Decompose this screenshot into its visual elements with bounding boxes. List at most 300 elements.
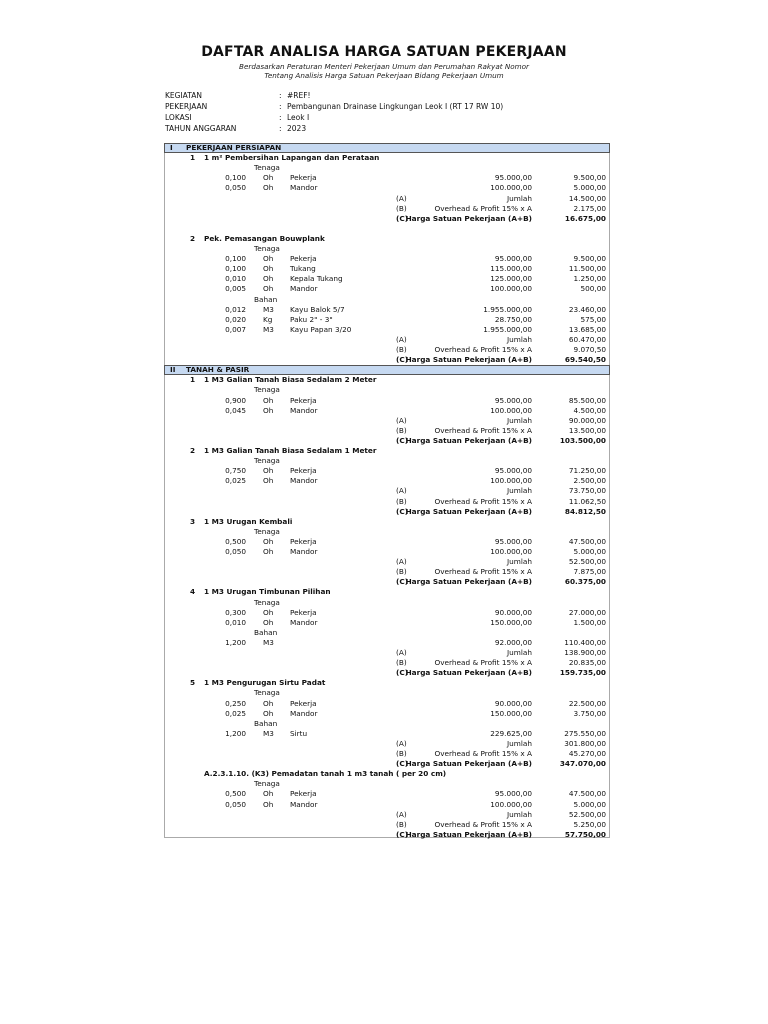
amount: 575,00 bbox=[580, 314, 606, 324]
unit: Oh bbox=[263, 264, 274, 274]
resource-row bbox=[0, 466, 768, 476]
total-value: 69.540,50 bbox=[564, 355, 606, 365]
total-key: (B) bbox=[396, 425, 407, 435]
info-separator: : bbox=[279, 113, 282, 122]
total-value: 13.500,00 bbox=[568, 425, 606, 435]
total-label: Harga Satuan Pekerjaan (A+B) bbox=[405, 759, 532, 769]
total-value: 159.735,00 bbox=[559, 668, 606, 678]
resource-group-label bbox=[0, 719, 768, 729]
resource-name: Kayu Balok 5/7 bbox=[290, 304, 345, 314]
total-label: Harga Satuan Pekerjaan (A+B) bbox=[405, 829, 532, 839]
amount: 71.250,00 bbox=[568, 466, 606, 476]
resource-name: Mandor bbox=[290, 799, 318, 809]
total-label: Overhead & Profit 15% x A bbox=[434, 819, 532, 829]
item-number: 2 bbox=[190, 446, 196, 455]
total-label: Overhead & Profit 15% x A bbox=[434, 496, 532, 506]
resource-row bbox=[0, 476, 768, 486]
total-label: Jumlah bbox=[506, 193, 532, 203]
amount: 13.685,00 bbox=[568, 324, 606, 334]
resource-name: Sirtu bbox=[290, 728, 308, 738]
total-key: (B) bbox=[396, 203, 407, 213]
total-value: 5.250,00 bbox=[573, 819, 606, 829]
unit-price: 1.955.000,00 bbox=[483, 304, 532, 314]
unit-price: 100.000,00 bbox=[490, 799, 532, 809]
resource-group-label bbox=[0, 779, 768, 789]
section-header bbox=[0, 143, 768, 153]
resource-group-label bbox=[0, 527, 768, 537]
total-value: 11.062,50 bbox=[568, 496, 606, 506]
amount: 47.500,00 bbox=[568, 536, 606, 546]
resource-name: Pekerja bbox=[290, 173, 317, 183]
subtotal-row bbox=[0, 497, 768, 507]
subtotal-row bbox=[0, 416, 768, 426]
unit-price: 95.000,00 bbox=[494, 395, 532, 405]
resource-row bbox=[0, 547, 768, 557]
resource-group-label bbox=[0, 688, 768, 698]
resource-row bbox=[0, 709, 768, 719]
resource-group-label bbox=[0, 598, 768, 608]
total-value: 2.175,00 bbox=[573, 203, 606, 213]
amount: 110.400,00 bbox=[564, 637, 606, 647]
item-number: 5 bbox=[190, 678, 196, 688]
total-label: Overhead & Profit 15% x A bbox=[434, 567, 532, 577]
section-number: II bbox=[170, 365, 176, 375]
item-title: A.2.3.1.10. (K3) Pemadatan tanah 1 m3 tanah ( per 20 cm) bbox=[204, 769, 447, 779]
resource-row bbox=[0, 406, 768, 416]
coefficient: 0,500 bbox=[225, 536, 246, 546]
work-item-title bbox=[0, 375, 768, 385]
unit: Oh bbox=[263, 607, 274, 617]
resource-row bbox=[0, 396, 768, 406]
coefficient: 0,010 bbox=[225, 274, 246, 284]
unit-price-total-row bbox=[0, 355, 768, 365]
total-key: (A) bbox=[396, 415, 407, 425]
amount: 9.500,00 bbox=[573, 254, 606, 264]
total-key: (B) bbox=[396, 496, 407, 506]
unit-price: 150.000,00 bbox=[490, 708, 532, 718]
amount: 85.500,00 bbox=[568, 395, 606, 405]
coefficient: 0,050 bbox=[225, 547, 246, 556]
item-number: 4 bbox=[190, 587, 196, 597]
total-value: 9.070,50 bbox=[573, 345, 606, 354]
unit: Oh bbox=[263, 395, 274, 405]
total-key: (C) bbox=[396, 759, 409, 769]
info-separator: : bbox=[279, 102, 282, 111]
resource-row bbox=[0, 173, 768, 183]
unit-price: 28.750,00 bbox=[494, 314, 532, 324]
unit-price: 95.000,00 bbox=[494, 466, 532, 476]
total-value: 7.875,00 bbox=[573, 567, 606, 577]
subtotal-row bbox=[0, 749, 768, 759]
unit-price: 100.000,00 bbox=[490, 405, 532, 415]
item-number: 2 bbox=[190, 233, 196, 243]
total-label: Jumlah bbox=[506, 557, 532, 567]
resource-name: Mandor bbox=[290, 708, 318, 718]
amount: 5.000,00 bbox=[573, 183, 606, 193]
info-value: #REF! bbox=[287, 91, 311, 100]
item-title: 1 M3 Galian Tanah Biasa Sedalam 1 Meter bbox=[204, 446, 377, 455]
total-key: (C) bbox=[396, 577, 409, 587]
coefficient: 0,750 bbox=[225, 466, 246, 476]
page-title: DAFTAR ANALISA HARGA SATUAN PEKERJAAN bbox=[201, 44, 567, 60]
total-label: Harga Satuan Pekerjaan (A+B) bbox=[405, 435, 532, 445]
work-item-title bbox=[0, 234, 768, 244]
unit: Oh bbox=[263, 274, 274, 284]
total-label: Overhead & Profit 15% x A bbox=[434, 749, 532, 758]
unit: M3 bbox=[263, 304, 274, 314]
resource-row bbox=[0, 618, 768, 628]
group-label: Tenaga bbox=[254, 385, 280, 395]
coefficient: 0,250 bbox=[225, 698, 246, 708]
unit-price: 100.000,00 bbox=[490, 547, 532, 556]
total-key: (C) bbox=[396, 435, 409, 445]
subtotal-row bbox=[0, 557, 768, 567]
resource-name: Mandor bbox=[290, 284, 318, 294]
resource-row bbox=[0, 315, 768, 325]
amount: 275.550,00 bbox=[564, 728, 606, 738]
amount: 47.500,00 bbox=[568, 789, 606, 799]
subtotal-row bbox=[0, 486, 768, 496]
unit: Oh bbox=[263, 476, 274, 486]
group-label: Tenaga bbox=[254, 597, 280, 607]
resource-row bbox=[0, 264, 768, 274]
resource-row bbox=[0, 254, 768, 264]
group-label: Bahan bbox=[254, 718, 278, 728]
unit-price-total-row bbox=[0, 830, 768, 840]
resource-name: Pekerja bbox=[290, 254, 317, 264]
amount: 27.000,00 bbox=[568, 607, 606, 617]
group-label: Tenaga bbox=[254, 163, 280, 173]
coefficient: 0,012 bbox=[225, 304, 246, 314]
total-value: 301.800,00 bbox=[564, 738, 606, 748]
unit-price: 229.625,00 bbox=[490, 728, 532, 738]
coefficient: 0,025 bbox=[225, 708, 246, 718]
resource-name: Mandor bbox=[290, 547, 318, 556]
unit: Kg bbox=[263, 314, 273, 324]
subtotal-row bbox=[0, 739, 768, 749]
amount: 1.250,00 bbox=[573, 274, 606, 284]
resource-name: Tukang bbox=[290, 264, 316, 274]
amount: 3.750,00 bbox=[573, 708, 606, 718]
item-title: 1 M3 Pengurugan Sirtu Padat bbox=[204, 678, 326, 688]
item-number: 1 bbox=[190, 375, 196, 385]
total-key: (C) bbox=[396, 829, 409, 839]
unit: Oh bbox=[263, 173, 274, 183]
total-value: 73.750,00 bbox=[568, 486, 606, 496]
item-number: 3 bbox=[190, 516, 196, 526]
unit: M3 bbox=[263, 637, 274, 647]
work-item-title bbox=[0, 517, 768, 527]
resource-row bbox=[0, 789, 768, 799]
resource-row bbox=[0, 638, 768, 648]
total-key: (A) bbox=[396, 486, 407, 496]
work-item-title bbox=[0, 446, 768, 456]
unit: Oh bbox=[263, 799, 274, 809]
unit: Oh bbox=[263, 547, 274, 556]
subtotal-row bbox=[0, 335, 768, 345]
total-value: 16.675,00 bbox=[564, 213, 606, 223]
subtotal-row bbox=[0, 345, 768, 355]
unit-price: 1.955.000,00 bbox=[483, 324, 532, 334]
coefficient: 1,200 bbox=[225, 637, 246, 647]
item-number: 1 bbox=[190, 153, 196, 163]
total-key: (B) bbox=[396, 345, 407, 354]
total-value: 45.270,00 bbox=[568, 749, 606, 758]
section-title: TANAH & PASIR bbox=[186, 365, 250, 375]
resource-row bbox=[0, 325, 768, 335]
info-label: PEKERJAAN bbox=[165, 102, 208, 111]
resource-row bbox=[0, 537, 768, 547]
info-separator: : bbox=[279, 91, 282, 100]
item-title: 1 M3 Urugan Timbunan Pilihan bbox=[204, 587, 331, 597]
subtotal-row bbox=[0, 648, 768, 658]
resource-name: Kepala Tukang bbox=[290, 274, 343, 284]
section-header bbox=[0, 365, 768, 375]
resource-row bbox=[0, 274, 768, 284]
total-label: Jumlah bbox=[506, 809, 532, 819]
unit: Oh bbox=[263, 466, 274, 476]
unit: Oh bbox=[263, 405, 274, 415]
coefficient: 0,100 bbox=[225, 264, 246, 274]
item-title: 1 m² Pembersihan Lapangan dan Perataan bbox=[204, 153, 380, 163]
amount: 1.500,00 bbox=[573, 617, 606, 627]
unit-price: 100.000,00 bbox=[490, 284, 532, 294]
group-label: Tenaga bbox=[254, 688, 280, 698]
unit: Oh bbox=[263, 708, 274, 718]
work-item-title bbox=[0, 153, 768, 163]
group-label: Tenaga bbox=[254, 526, 280, 536]
total-key: (B) bbox=[396, 658, 407, 668]
resource-group-label bbox=[0, 244, 768, 254]
total-label: Overhead & Profit 15% x A bbox=[434, 658, 532, 668]
total-key: (A) bbox=[396, 738, 407, 748]
coefficient: 0,025 bbox=[225, 476, 246, 486]
subtotal-row bbox=[0, 810, 768, 820]
unit: Oh bbox=[263, 617, 274, 627]
resource-name: Paku 2" - 3" bbox=[290, 314, 333, 324]
total-label: Harga Satuan Pekerjaan (A+B) bbox=[405, 355, 532, 365]
amount: 5.000,00 bbox=[573, 799, 606, 809]
total-value: 20.835,00 bbox=[568, 658, 606, 668]
group-label: Tenaga bbox=[254, 244, 280, 253]
amount: 2.500,00 bbox=[573, 476, 606, 486]
total-key: (C) bbox=[396, 213, 409, 223]
amount: 4.500,00 bbox=[573, 405, 606, 415]
subtotal-row bbox=[0, 567, 768, 577]
coefficient: 0,100 bbox=[225, 254, 246, 264]
item-title: Pek. Pemasangan Bouwplank bbox=[204, 233, 325, 243]
resource-row bbox=[0, 800, 768, 810]
subtotal-row bbox=[0, 658, 768, 668]
unit-price-total-row bbox=[0, 436, 768, 446]
info-label: KEGIATAN bbox=[165, 91, 202, 100]
amount: 23.460,00 bbox=[568, 304, 606, 314]
total-value: 60.375,00 bbox=[564, 577, 606, 587]
unit: M3 bbox=[263, 324, 274, 334]
total-key: (A) bbox=[396, 193, 407, 203]
unit: Oh bbox=[263, 698, 274, 708]
section-number: I bbox=[170, 143, 173, 152]
resource-row bbox=[0, 183, 768, 193]
total-label: Harga Satuan Pekerjaan (A+B) bbox=[405, 577, 532, 587]
total-label: Jumlah bbox=[506, 486, 532, 496]
unit: Oh bbox=[263, 254, 274, 264]
unit: Oh bbox=[263, 284, 274, 294]
total-value: 52.500,00 bbox=[568, 557, 606, 567]
amount: 22.500,00 bbox=[568, 698, 606, 708]
coefficient: 0,005 bbox=[225, 284, 246, 294]
unit-price: 95.000,00 bbox=[494, 173, 532, 183]
unit: Oh bbox=[263, 183, 274, 193]
info-label: LOKASI bbox=[165, 113, 192, 122]
work-item-title bbox=[0, 587, 768, 597]
subtotal-row bbox=[0, 204, 768, 214]
total-key: (B) bbox=[396, 567, 407, 577]
total-label: Harga Satuan Pekerjaan (A+B) bbox=[405, 506, 532, 516]
resource-row bbox=[0, 699, 768, 709]
resource-group-label bbox=[0, 628, 768, 638]
resource-row bbox=[0, 284, 768, 294]
work-item-title bbox=[0, 769, 768, 779]
resource-group-label bbox=[0, 163, 768, 173]
resource-name: Pekerja bbox=[290, 536, 317, 546]
section-title: PEKERJAAN PERSIAPAN bbox=[186, 143, 282, 152]
unit-price: 100.000,00 bbox=[490, 183, 532, 193]
coefficient: 0,900 bbox=[225, 395, 246, 405]
group-label: Tenaga bbox=[254, 779, 280, 789]
total-value: 347.070,00 bbox=[559, 759, 606, 769]
total-value: 90.000,00 bbox=[568, 415, 606, 425]
unit-price: 115.000,00 bbox=[490, 264, 532, 274]
total-label: Jumlah bbox=[506, 334, 532, 344]
subtotal-row bbox=[0, 820, 768, 830]
amount: 11.500,00 bbox=[568, 264, 606, 274]
coefficient: 0,100 bbox=[225, 173, 246, 183]
total-value: 57.750,00 bbox=[564, 829, 606, 839]
item-title: 1 M3 Urugan Kembali bbox=[204, 516, 293, 526]
info-separator: : bbox=[279, 124, 282, 133]
resource-group-label bbox=[0, 385, 768, 395]
info-label: TAHUN ANGGARAN bbox=[165, 124, 237, 133]
resource-name: Pekerja bbox=[290, 395, 317, 405]
total-key: (C) bbox=[396, 355, 409, 365]
group-label: Bahan bbox=[254, 294, 278, 304]
unit: M3 bbox=[263, 728, 274, 738]
total-label: Harga Satuan Pekerjaan (A+B) bbox=[405, 213, 532, 223]
unit-price-total-row bbox=[0, 577, 768, 587]
total-value: 84.812,50 bbox=[564, 506, 606, 516]
total-label: Overhead & Profit 15% x A bbox=[434, 425, 532, 435]
work-item-title bbox=[0, 678, 768, 688]
coefficient: 0,020 bbox=[225, 314, 246, 324]
resource-name: Mandor bbox=[290, 476, 318, 486]
resource-name: Mandor bbox=[290, 405, 318, 415]
total-value: 103.500,00 bbox=[559, 435, 606, 445]
subtotal-row bbox=[0, 194, 768, 204]
coefficient: 0,010 bbox=[225, 617, 246, 627]
total-label: Overhead & Profit 15% x A bbox=[434, 345, 532, 354]
total-value: 60.470,00 bbox=[568, 334, 606, 344]
unit-price: 100.000,00 bbox=[490, 476, 532, 486]
unit-price: 92.000,00 bbox=[494, 637, 532, 647]
resource-name: Mandor bbox=[290, 617, 318, 627]
coefficient: 0,007 bbox=[225, 324, 246, 334]
total-label: Overhead & Profit 15% x A bbox=[434, 203, 532, 213]
unit-price-total-row bbox=[0, 668, 768, 678]
total-key: (C) bbox=[396, 668, 409, 678]
unit: Oh bbox=[263, 536, 274, 546]
blank-row bbox=[0, 224, 768, 234]
total-label: Jumlah bbox=[506, 738, 532, 748]
amount: 500,00 bbox=[580, 284, 606, 294]
subtotal-row bbox=[0, 426, 768, 436]
total-key: (C) bbox=[396, 506, 409, 516]
total-key: (B) bbox=[396, 749, 407, 758]
info-value: Leok I bbox=[287, 113, 310, 122]
total-label: Jumlah bbox=[506, 648, 532, 657]
subtitle-line-2: Tentang Analisis Harga Satuan Pekerjaan Bidang Pekerjaan Umum bbox=[264, 71, 504, 80]
resource-row bbox=[0, 305, 768, 315]
unit-price-total-row bbox=[0, 507, 768, 517]
coefficient: 0,045 bbox=[225, 405, 246, 415]
coefficient: 0,300 bbox=[225, 607, 246, 617]
group-label: Bahan bbox=[254, 627, 278, 637]
total-key: (A) bbox=[396, 648, 407, 657]
info-value: 2023 bbox=[287, 124, 307, 133]
unit-price-total-row bbox=[0, 214, 768, 224]
amount: 9.500,00 bbox=[573, 173, 606, 183]
resource-name: Kayu Papan 3/20 bbox=[290, 324, 352, 334]
total-label: Jumlah bbox=[506, 415, 532, 425]
total-key: (A) bbox=[396, 809, 407, 819]
unit-price: 90.000,00 bbox=[494, 698, 532, 708]
subtitle-line-1: Berdasarkan Peraturan Menteri Pekerjaan Umum dan Perumahan Rakyat Nomor bbox=[239, 62, 529, 71]
unit-price: 150.000,00 bbox=[490, 617, 532, 627]
resource-name: Pekerja bbox=[290, 607, 317, 617]
resource-row bbox=[0, 729, 768, 739]
resource-row bbox=[0, 608, 768, 618]
info-value: Pembangunan Drainase Lingkungan Leok I (RT 17 RW 10) bbox=[287, 102, 504, 111]
total-key: (A) bbox=[396, 557, 407, 567]
coefficient: 1,200 bbox=[225, 728, 246, 738]
group-label: Tenaga bbox=[254, 456, 280, 466]
coefficient: 0,500 bbox=[225, 789, 246, 799]
total-value: 14.500,00 bbox=[568, 193, 606, 203]
resource-name: Pekerja bbox=[290, 466, 317, 476]
coefficient: 0,050 bbox=[225, 183, 246, 193]
total-value: 52.500,00 bbox=[568, 809, 606, 819]
unit-price: 95.000,00 bbox=[494, 789, 532, 799]
resource-group-label bbox=[0, 295, 768, 305]
resource-name: Mandor bbox=[290, 183, 318, 193]
resource-group-label bbox=[0, 456, 768, 466]
unit: Oh bbox=[263, 789, 274, 799]
total-key: (A) bbox=[396, 334, 407, 344]
unit-price: 90.000,00 bbox=[494, 607, 532, 617]
total-value: 138.900,00 bbox=[564, 648, 606, 657]
unit-price: 95.000,00 bbox=[494, 536, 532, 546]
unit-price: 125.000,00 bbox=[490, 274, 532, 284]
unit-price: 95.000,00 bbox=[494, 254, 532, 264]
total-key: (B) bbox=[396, 819, 407, 829]
resource-name: Pekerja bbox=[290, 698, 317, 708]
total-label: Harga Satuan Pekerjaan (A+B) bbox=[405, 668, 532, 678]
coefficient: 0,050 bbox=[225, 799, 246, 809]
item-title: 1 M3 Galian Tanah Biasa Sedalam 2 Meter bbox=[204, 375, 377, 385]
resource-name: Pekerja bbox=[290, 789, 317, 799]
amount: 5.000,00 bbox=[573, 547, 606, 556]
unit-price-total-row bbox=[0, 759, 768, 769]
